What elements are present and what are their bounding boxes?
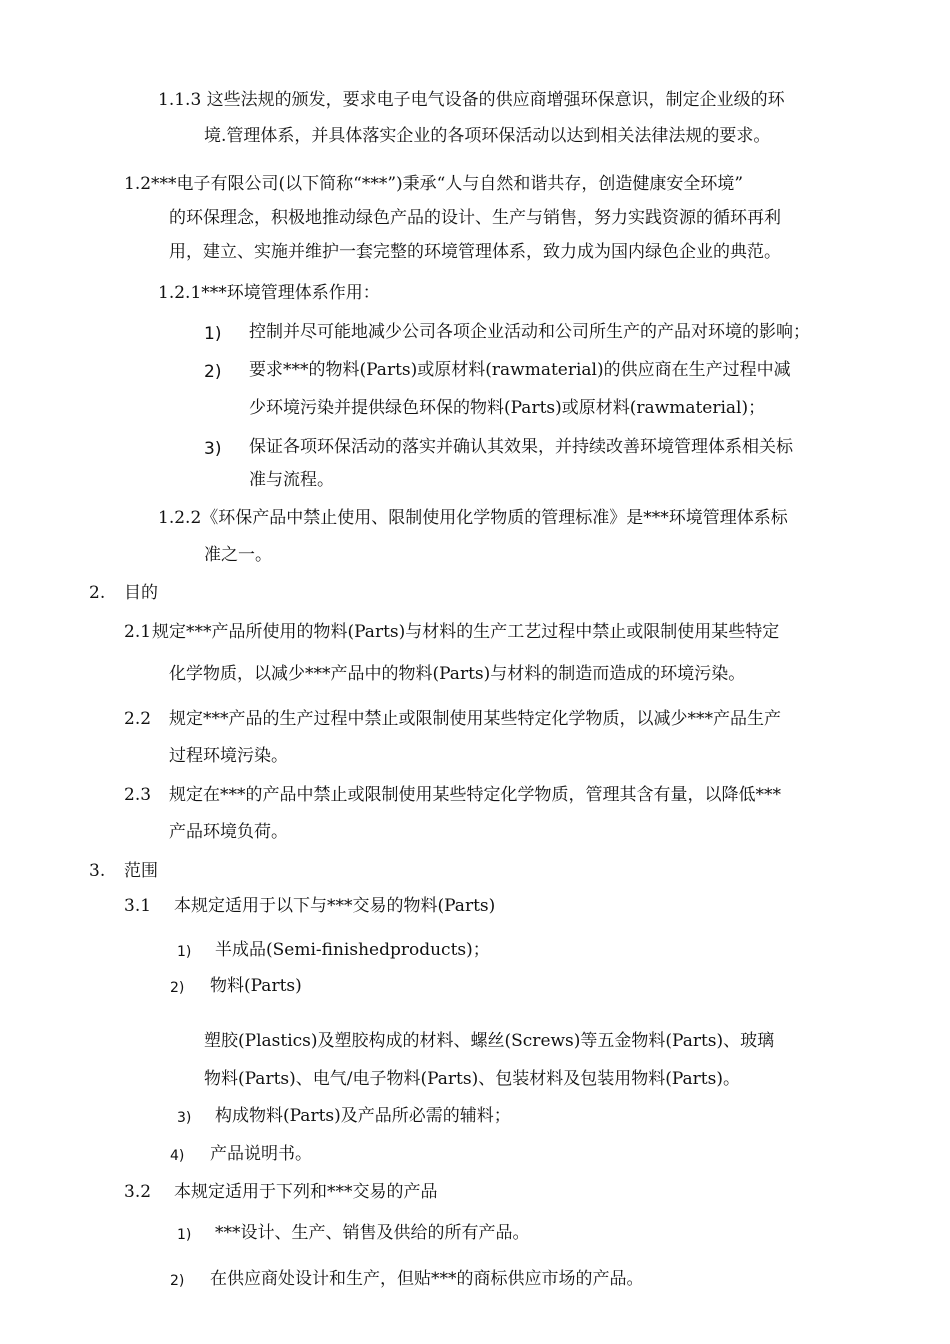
section-1-1-3-line-1: 1.1.3 这些法规的颁发，要求电子电气设备的供应商增强环保意识，制定企业级的环 [158, 90, 785, 110]
list-item-text-continued: 少环境污染并提供绿色环保的物料(Parts)或原材料(rawmaterial)； [249, 398, 766, 418]
section-1-2-line-3: 用，建立、实施并维护一套完整的环境管理体系，致力成为国内绿色企业的典范。 [169, 242, 781, 262]
list-item-text-continued: 准与流程。 [249, 470, 334, 490]
parts-paragraph-line-1: 塑胶(Plastics)及塑胶构成的材料、螺丝(Screws)等五金物料(Parts)、玻璃 [204, 1031, 775, 1051]
section-2-1-line-2: 化学物质，以减少***产品中的物料(Parts)与材料的制造而造成的环境污染。 [169, 664, 746, 684]
list-item-text: 要求***的物料(Parts)或原材料(rawmaterial)的供应商在生产过程中减 [249, 360, 791, 380]
section-2-2-number: 2.2 [124, 709, 152, 729]
list-item-number: 2) [170, 980, 185, 996]
section-2-1-number: 2.1 [124, 622, 152, 642]
list-item-text: 保证各项环保活动的落实并确认其效果，并持续改善环境管理体系相关标 [249, 437, 793, 457]
list-item-number: 3) [204, 439, 222, 459]
section-2-title: 目的 [124, 583, 158, 603]
section-1-2-line-2: 的环保理念，积极地推动绿色产品的设计、生产与销售，努力实践资源的循环再利 [169, 208, 781, 228]
list-item-number: 2) [204, 362, 222, 382]
list-item-number: 1) [204, 324, 222, 344]
list-item-text: ***设计、生产、销售及供给的所有产品。 [215, 1223, 530, 1243]
section-1-2-2-line-1: 1.2.2《环保产品中禁止使用、限制使用化学物质的管理标准》是***环境管理体系标 [158, 508, 788, 528]
section-1-2-line-1: 1.2***电子有限公司(以下简称“***”)秉承“人与自然和谐共存，创造健康安全环境” [124, 174, 744, 194]
list-item-text: 产品说明书。 [210, 1144, 312, 1164]
section-2-number: 2. [89, 583, 106, 603]
section-2-2-line-2: 过程环境污染。 [169, 746, 288, 766]
section-1-2-2-line-2: 准之一。 [204, 545, 272, 565]
list-item-text: 半成品(Semi-finishedproducts)； [215, 940, 490, 960]
list-item-number: 4) [170, 1148, 185, 1164]
list-item-number: 1) [177, 944, 192, 960]
list-item-number: 1) [177, 1227, 192, 1243]
section-2-3-line-2: 产品环境负荷。 [169, 822, 288, 842]
list-item-number: 3) [177, 1110, 192, 1126]
section-1-1-3-line-2: 境.管理体系，并具体落实企业的各项环保活动以达到相关法律法规的要求。 [204, 126, 771, 146]
section-3-1-number: 3.1 [124, 896, 152, 916]
section-2-3-number: 2.3 [124, 785, 152, 805]
section-3-number: 3. [89, 861, 106, 881]
parts-paragraph-line-2: 物料(Parts)、电气/电子物料(Parts)、包装材料及包装用物料(Parts)。 [204, 1069, 740, 1089]
section-2-3-line-1: 规定在***的产品中禁止或限制使用某些特定化学物质，管理其含有量，以降低*** [169, 785, 781, 805]
section-3-1-text: 本规定适用于以下与***交易的物料(Parts) [174, 896, 496, 916]
section-3-2-number: 3.2 [124, 1182, 152, 1202]
section-3-title: 范围 [124, 861, 158, 881]
section-3-2-text: 本规定适用于下列和***交易的产品 [174, 1182, 438, 1202]
list-item-text: 在供应商处设计和生产，但贴***的商标供应市场的产品。 [210, 1269, 644, 1289]
section-1-2-1-title: 1.2.1***环境管理体系作用： [158, 283, 380, 303]
section-2-1-line-1: 规定***产品所使用的物料(Parts)与材料的生产工艺过程中禁止或限制使用某些特定 [152, 622, 780, 642]
list-item-text: 构成物料(Parts)及产品所必需的辅料； [215, 1106, 511, 1126]
list-item-text: 控制并尽可能地减少公司各项企业活动和公司所生产的产品对环境的影响； [249, 322, 810, 342]
list-item-text: 物料(Parts) [210, 976, 302, 996]
section-2-2-line-1: 规定***产品的生产过程中禁止或限制使用某些特定化学物质，以减少***产品生产 [169, 709, 781, 729]
list-item-number: 2) [170, 1273, 185, 1289]
